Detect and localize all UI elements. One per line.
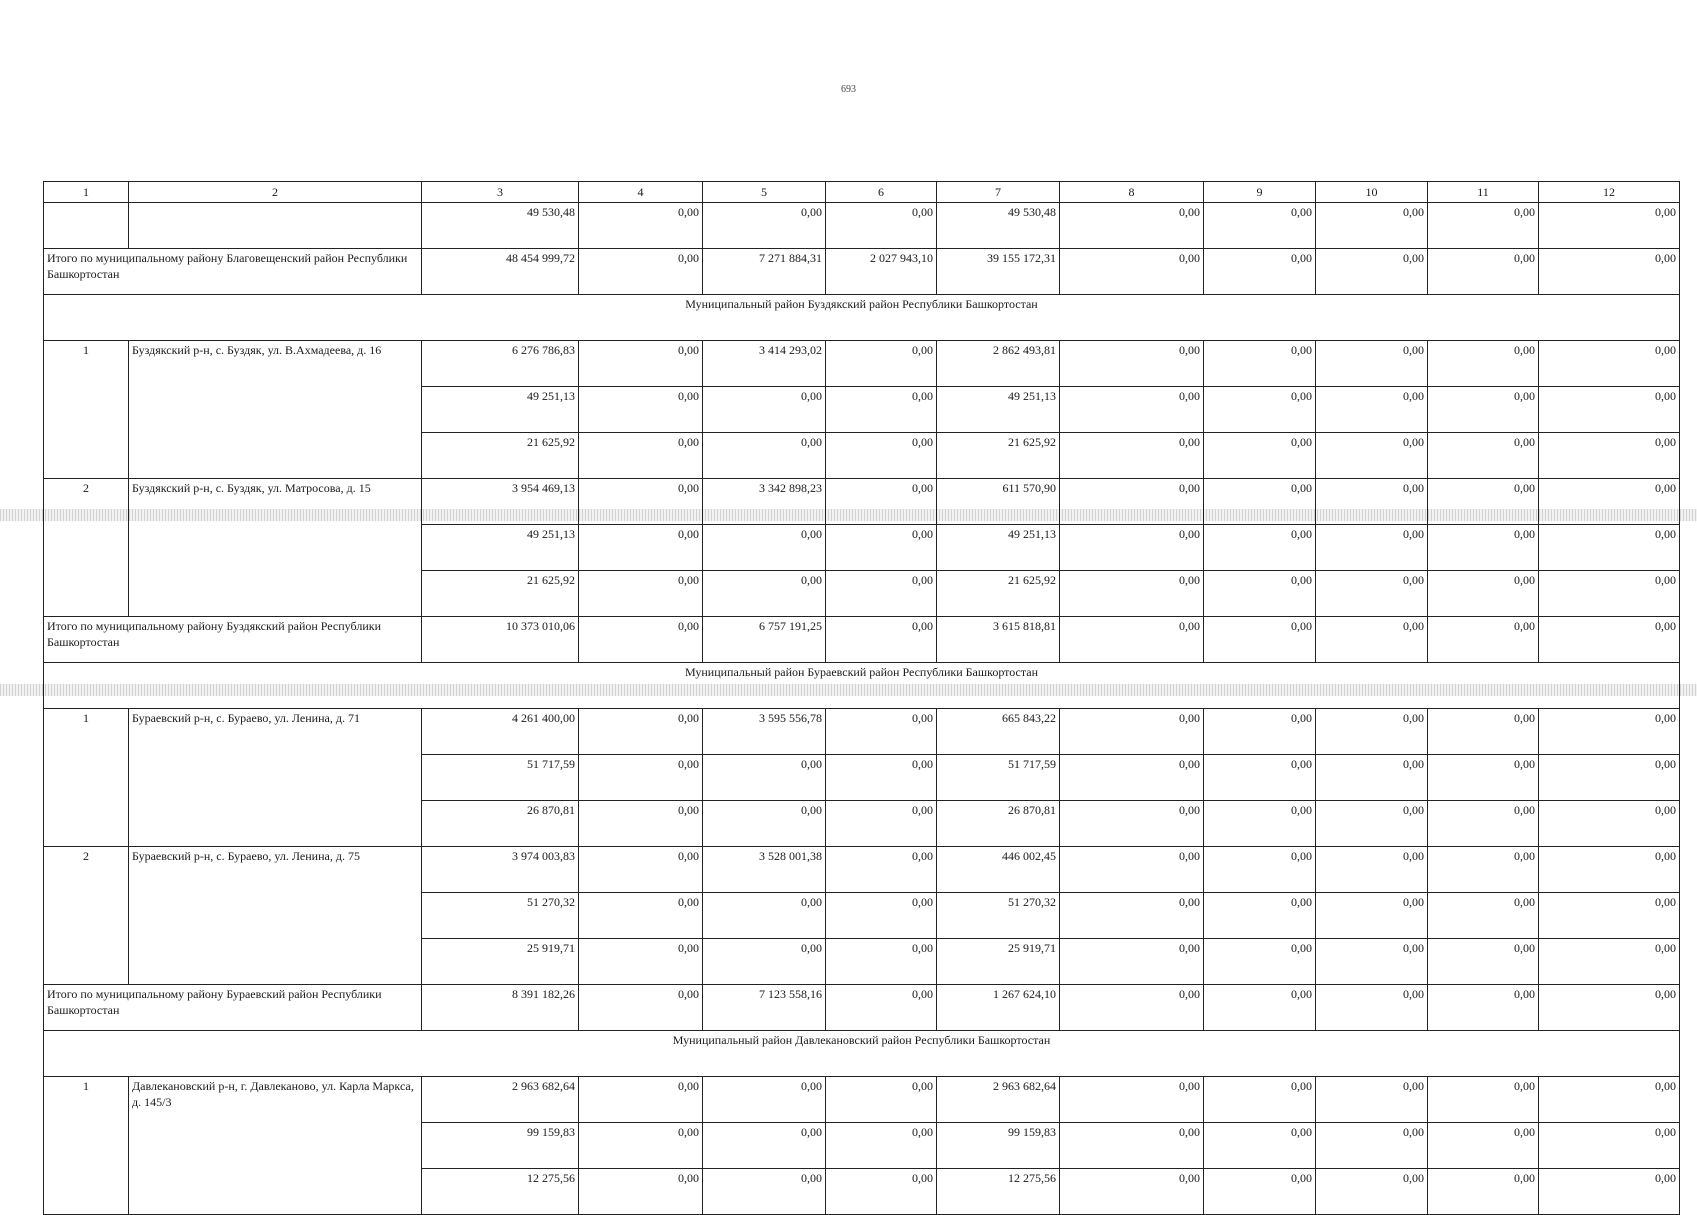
value-cell: 51 717,59 [422,755,579,801]
value-cell: 0,00 [1316,203,1428,249]
value-cell: 0,00 [1316,893,1428,939]
value-cell: 0,00 [579,1123,703,1169]
value-cell: 0,00 [1060,755,1204,801]
value-cell: 0,00 [826,755,937,801]
value-cell: 0,00 [1204,893,1316,939]
value-cell: 0,00 [1316,1123,1428,1169]
value-cell: 0,00 [703,1169,826,1215]
value-cell: 0,00 [703,203,826,249]
value-cell: 0,00 [1204,985,1316,1031]
building-index: 1 [44,1077,129,1215]
value-cell: 7 271 884,31 [703,249,826,295]
value-cell: 6 276 786,83 [422,341,579,387]
column-header: 3 [422,182,579,203]
value-cell: 0,00 [1428,755,1539,801]
value-cell: 0,00 [1539,939,1680,985]
value-cell: 0,00 [1539,571,1680,617]
register-table-body [44,182,1680,1215]
value-cell: 0,00 [1316,571,1428,617]
value-cell: 0,00 [579,479,703,525]
value-cell: 0,00 [1539,985,1680,1031]
value-cell: 0,00 [1539,1169,1680,1215]
value-cell: 0,00 [703,525,826,571]
value-cell: 0,00 [1428,1169,1539,1215]
value-cell: 0,00 [826,617,937,663]
value-cell: 0,00 [703,387,826,433]
value-cell: 2 027 943,10 [826,249,937,295]
value-cell: 3 954 469,13 [422,479,579,525]
value-cell: 0,00 [1204,571,1316,617]
value-cell: 0,00 [826,387,937,433]
building-address [129,203,422,249]
building-row [44,479,1680,525]
value-cell: 0,00 [826,433,937,479]
value-cell: 12 275,56 [937,1169,1060,1215]
value-cell: 39 155 172,31 [937,249,1060,295]
value-cell: 0,00 [1428,1123,1539,1169]
value-cell: 0,00 [579,249,703,295]
value-cell: 0,00 [579,893,703,939]
value-cell: 665 843,22 [937,709,1060,755]
district-title: Муниципальный район Буздякский район Республики Башкортостан [44,295,1680,341]
value-cell: 0,00 [1316,801,1428,847]
building-address: Буздякский р-н, с. Буздяк, ул. Матросова, д. 15 [129,479,422,617]
value-cell: 49 530,48 [422,203,579,249]
value-cell: 0,00 [1539,617,1680,663]
value-cell: 0,00 [1204,341,1316,387]
column-header: 10 [1316,182,1428,203]
value-cell: 0,00 [1316,525,1428,571]
value-cell: 0,00 [579,985,703,1031]
value-cell: 0,00 [1204,847,1316,893]
value-cell: 0,00 [1316,1169,1428,1215]
value-cell: 0,00 [826,939,937,985]
value-cell: 0,00 [1539,479,1680,525]
value-cell: 0,00 [1204,939,1316,985]
value-cell: 51 270,32 [422,893,579,939]
building-address: Давлекановский р-н, г. Давлеканово, ул. Карла Маркса, д. 145/3 [129,1077,422,1215]
value-cell: 3 595 556,78 [703,709,826,755]
value-cell: 0,00 [1060,387,1204,433]
value-cell: 0,00 [1316,341,1428,387]
value-cell: 0,00 [1060,1169,1204,1215]
value-cell: 0,00 [1316,617,1428,663]
district-section-row [44,295,1680,341]
district-title: Муниципальный район Бураевский район Республики Башкортостан [44,663,1680,709]
building-index: 1 [44,341,129,479]
value-cell: 0,00 [1539,1123,1680,1169]
value-cell: 0,00 [703,939,826,985]
value-cell: 0,00 [579,525,703,571]
value-cell: 3 528 001,38 [703,847,826,893]
district-total-row [44,617,1680,663]
value-cell: 49 251,13 [937,387,1060,433]
building-address: Бураевский р-н, с. Бураево, ул. Ленина, д. 75 [129,847,422,985]
value-cell: 0,00 [579,1077,703,1123]
district-section-row [44,663,1680,709]
value-cell: 0,00 [1060,433,1204,479]
value-cell: 0,00 [1204,801,1316,847]
column-header: 6 [826,182,937,203]
value-cell: 0,00 [1060,617,1204,663]
district-title: Муниципальный район Давлекановский район Республики Башкортостан [44,1031,1680,1077]
value-cell: 0,00 [1316,847,1428,893]
value-cell: 0,00 [703,433,826,479]
value-cell: 0,00 [826,479,937,525]
value-cell: 0,00 [1539,341,1680,387]
value-cell: 0,00 [1428,571,1539,617]
value-cell: 0,00 [703,1123,826,1169]
value-cell: 0,00 [1060,249,1204,295]
value-cell: 0,00 [579,433,703,479]
value-cell: 0,00 [1539,433,1680,479]
value-cell: 0,00 [826,709,937,755]
value-cell: 611 570,90 [937,479,1060,525]
value-cell: 4 261 400,00 [422,709,579,755]
value-cell: 0,00 [1428,433,1539,479]
value-cell: 0,00 [1428,525,1539,571]
value-cell: 0,00 [1060,525,1204,571]
value-cell: 0,00 [1204,387,1316,433]
value-cell: 0,00 [826,203,937,249]
column-header: 11 [1428,182,1539,203]
value-cell: 99 159,83 [422,1123,579,1169]
value-cell: 0,00 [826,571,937,617]
value-cell: 51 717,59 [937,755,1060,801]
column-header-row [44,182,1680,203]
value-cell: 0,00 [1428,341,1539,387]
column-header: 9 [1204,182,1316,203]
value-cell: 0,00 [826,893,937,939]
value-cell: 21 625,92 [422,433,579,479]
value-cell: 0,00 [826,847,937,893]
value-cell: 3 342 898,23 [703,479,826,525]
building-address: Бураевский р-н, с. Бураево, ул. Ленина, д. 71 [129,709,422,847]
value-cell: 0,00 [1204,249,1316,295]
column-header: 1 [44,182,129,203]
building-index: 1 [44,709,129,847]
value-cell: 0,00 [1539,249,1680,295]
value-cell: 0,00 [1539,525,1680,571]
building-index: 2 [44,479,129,617]
value-cell: 0,00 [1539,387,1680,433]
value-cell: 0,00 [1316,755,1428,801]
column-header: 12 [1539,182,1680,203]
value-cell: 1 267 624,10 [937,985,1060,1031]
value-cell: 0,00 [1428,249,1539,295]
value-cell: 0,00 [1060,709,1204,755]
column-header: 7 [937,182,1060,203]
value-cell: 0,00 [1060,893,1204,939]
building-row [44,1077,1680,1123]
value-cell: 0,00 [1204,479,1316,525]
value-cell: 0,00 [1539,1077,1680,1123]
value-cell: 0,00 [826,1077,937,1123]
value-cell: 0,00 [1428,893,1539,939]
page-number: 693 [841,84,856,95]
value-cell: 0,00 [579,709,703,755]
value-cell: 0,00 [579,617,703,663]
value-cell: 0,00 [1204,525,1316,571]
value-cell: 0,00 [1539,801,1680,847]
value-cell: 0,00 [1428,939,1539,985]
value-cell: 0,00 [1060,341,1204,387]
value-cell: 0,00 [579,755,703,801]
value-cell: 0,00 [1060,939,1204,985]
value-cell: 0,00 [1539,203,1680,249]
value-cell: 3 974 003,83 [422,847,579,893]
value-cell: 0,00 [1539,755,1680,801]
value-cell: 49 530,48 [937,203,1060,249]
value-cell: 0,00 [1316,387,1428,433]
value-cell: 0,00 [703,755,826,801]
value-cell: 21 625,92 [937,571,1060,617]
total-label: Итого по муниципальному району Бураевский район Республики Башкортостан [44,985,422,1031]
value-cell: 0,00 [1060,801,1204,847]
value-cell: 0,00 [1204,709,1316,755]
value-cell: 0,00 [579,939,703,985]
value-cell: 0,00 [579,1169,703,1215]
value-cell: 6 757 191,25 [703,617,826,663]
value-cell: 0,00 [1316,939,1428,985]
value-cell: 3 615 818,81 [937,617,1060,663]
total-label: Итого по муниципальному району Благовещенский район Республики Башкортостан [44,249,422,295]
value-cell: 49 251,13 [937,525,1060,571]
value-cell: 3 414 293,02 [703,341,826,387]
value-cell: 0,00 [826,341,937,387]
value-cell: 0,00 [1204,203,1316,249]
value-cell: 0,00 [826,525,937,571]
column-header: 5 [703,182,826,203]
value-cell: 21 625,92 [422,571,579,617]
value-cell: 0,00 [826,985,937,1031]
building-index [44,203,129,249]
value-cell: 48 454 999,72 [422,249,579,295]
value-cell: 99 159,83 [937,1123,1060,1169]
value-cell: 0,00 [1428,801,1539,847]
building-address: Буздякский р-н, с. Буздяк, ул. В.Ахмадеева, д. 16 [129,341,422,479]
district-total-row [44,985,1680,1031]
value-cell: 0,00 [1060,1077,1204,1123]
column-header: 2 [129,182,422,203]
value-cell: 0,00 [1204,1169,1316,1215]
building-row [44,847,1680,893]
value-cell: 0,00 [703,893,826,939]
value-cell: 0,00 [1428,617,1539,663]
value-cell: 0,00 [1428,985,1539,1031]
value-cell: 0,00 [1428,847,1539,893]
value-cell: 0,00 [579,571,703,617]
value-cell: 0,00 [1060,847,1204,893]
value-cell: 0,00 [1428,709,1539,755]
value-cell: 0,00 [1428,1077,1539,1123]
value-cell: 0,00 [1316,479,1428,525]
value-cell: 0,00 [703,801,826,847]
building-index: 2 [44,847,129,985]
value-cell: 0,00 [1316,709,1428,755]
value-cell: 0,00 [1204,433,1316,479]
value-cell: 26 870,81 [422,801,579,847]
value-cell: 21 625,92 [937,433,1060,479]
value-cell: 0,00 [1316,985,1428,1031]
value-cell: 0,00 [1428,387,1539,433]
value-cell: 25 919,71 [422,939,579,985]
value-cell: 0,00 [1428,203,1539,249]
register-table [43,181,1680,1215]
value-cell: 49 251,13 [422,525,579,571]
value-cell: 7 123 558,16 [703,985,826,1031]
value-cell: 8 391 182,26 [422,985,579,1031]
value-cell: 0,00 [1204,1077,1316,1123]
value-cell: 49 251,13 [422,387,579,433]
district-total-row [44,249,1680,295]
value-cell: 0,00 [703,571,826,617]
value-cell: 0,00 [1428,479,1539,525]
value-cell: 0,00 [1060,1123,1204,1169]
carry-over-row [44,203,1680,249]
value-cell: 0,00 [1539,893,1680,939]
building-row [44,341,1680,387]
value-cell: 0,00 [703,1077,826,1123]
column-header: 8 [1060,182,1204,203]
value-cell: 0,00 [1204,755,1316,801]
value-cell: 0,00 [1060,985,1204,1031]
value-cell: 25 919,71 [937,939,1060,985]
district-section-row [44,1031,1680,1077]
column-header: 4 [579,182,703,203]
value-cell: 0,00 [1539,709,1680,755]
value-cell: 12 275,56 [422,1169,579,1215]
value-cell: 26 870,81 [937,801,1060,847]
value-cell: 51 270,32 [937,893,1060,939]
building-row [44,709,1680,755]
total-label: Итого по муниципальному району Буздякский район Республики Башкортостан [44,617,422,663]
value-cell: 446 002,45 [937,847,1060,893]
value-cell: 10 373 010,06 [422,617,579,663]
value-cell: 0,00 [1204,1123,1316,1169]
value-cell: 0,00 [1060,479,1204,525]
value-cell: 0,00 [826,801,937,847]
value-cell: 0,00 [1204,617,1316,663]
value-cell: 2 963 682,64 [937,1077,1060,1123]
value-cell: 0,00 [1316,433,1428,479]
value-cell: 0,00 [1060,571,1204,617]
value-cell: 2 862 493,81 [937,341,1060,387]
value-cell: 0,00 [579,847,703,893]
value-cell: 0,00 [826,1123,937,1169]
value-cell: 2 963 682,64 [422,1077,579,1123]
value-cell: 0,00 [579,341,703,387]
value-cell: 0,00 [1316,249,1428,295]
value-cell: 0,00 [579,203,703,249]
value-cell: 0,00 [579,801,703,847]
value-cell: 0,00 [826,1169,937,1215]
value-cell: 0,00 [579,387,703,433]
value-cell: 0,00 [1316,1077,1428,1123]
value-cell: 0,00 [1060,203,1204,249]
value-cell: 0,00 [1539,847,1680,893]
